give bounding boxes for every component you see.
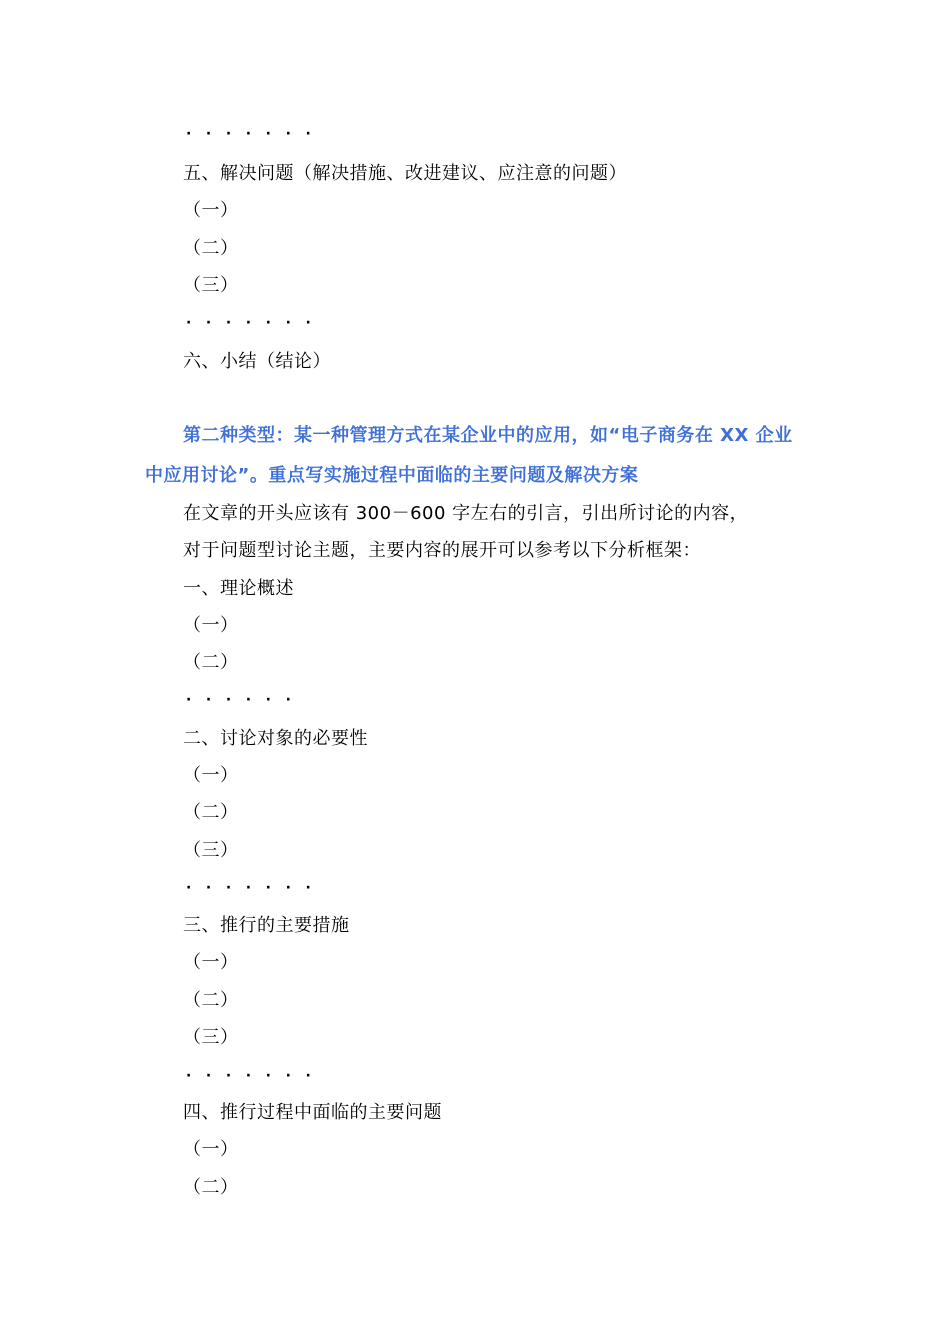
ellipsis-dots: ······· <box>186 126 326 142</box>
section-heading-6: 六、小结（结论） <box>183 351 331 372</box>
ellipsis-dots: ······· <box>186 1068 326 1084</box>
ellipsis-dots: ······· <box>186 315 326 331</box>
section-heading-1: 一、理论概述 <box>183 578 294 599</box>
intro-paragraph: 在文章的开头应该有 300－600 字左右的引言，引出所讨论的内容， <box>183 503 749 524</box>
sub-item: （二） <box>183 802 239 823</box>
sub-item: （三） <box>183 275 239 296</box>
sub-item: （二） <box>183 990 239 1011</box>
sub-item: （三） <box>183 1027 239 1048</box>
ellipsis-dots: ······· <box>186 880 326 896</box>
section-heading-3: 三、推行的主要措施 <box>183 915 350 936</box>
sub-item: （一） <box>183 952 239 973</box>
section-heading-4: 四、推行过程中面临的主要问题 <box>183 1102 442 1123</box>
sub-item: （二） <box>183 1177 239 1198</box>
section-heading-2: 二、讨论对象的必要性 <box>183 728 368 749</box>
sub-item: （一） <box>183 1139 239 1160</box>
type-heading-line-2: 中应用讨论”。重点写实施过程中面临的主要问题及解决方案 <box>145 465 639 486</box>
framework-intro: 对于问题型讨论主题，主要内容的展开可以参考以下分析框架： <box>183 540 701 561</box>
type-heading-line-1: 第二种类型：某一种管理方式在某企业中的应用，如“电子商务在 XX 企业 <box>183 425 793 446</box>
sub-item: （一） <box>183 765 239 786</box>
section-heading-5: 五、解决问题（解决措施、改进建议、应注意的问题） <box>183 163 627 184</box>
sub-item: （三） <box>183 840 239 861</box>
ellipsis-dots: ······ <box>186 692 306 708</box>
sub-item: （一） <box>183 200 239 221</box>
sub-item: （一） <box>183 615 239 636</box>
sub-item: （二） <box>183 652 239 673</box>
sub-item: （二） <box>183 238 239 259</box>
